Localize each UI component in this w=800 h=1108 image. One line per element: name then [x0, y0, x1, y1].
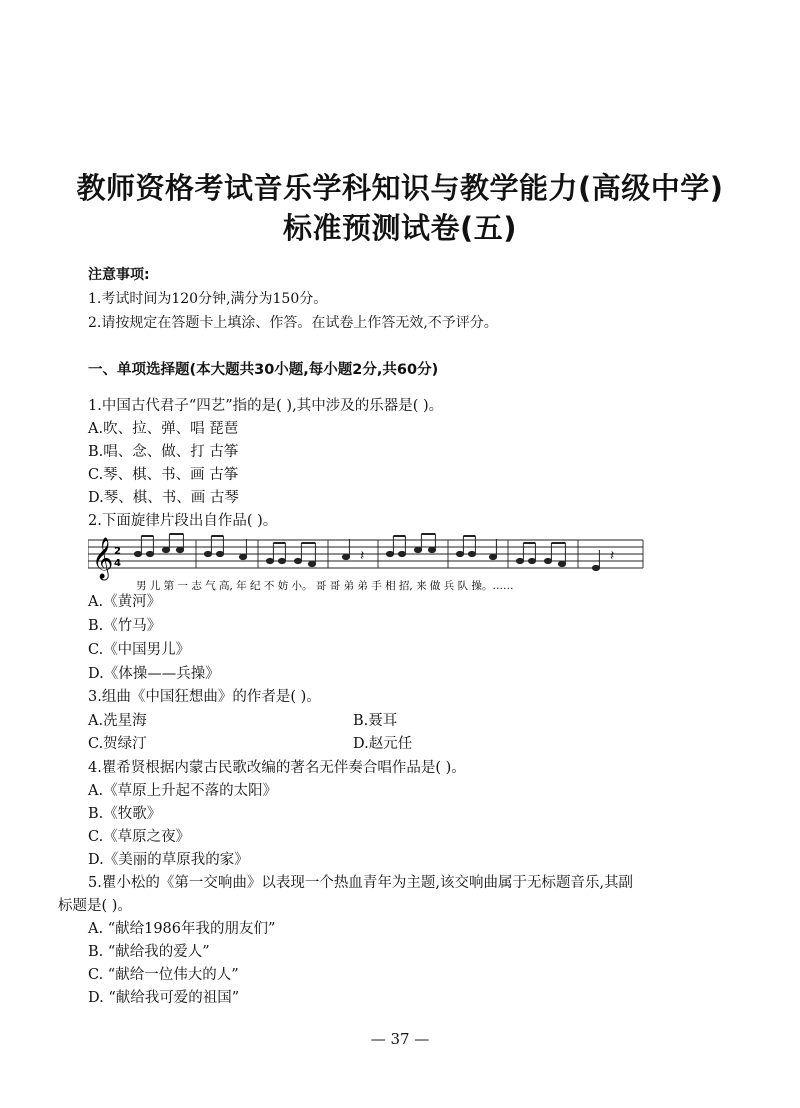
option: B.聂耳 — [353, 713, 398, 729]
svg-text:2: 2 — [114, 546, 121, 557]
question-stem: 3.组曲《中国狂想曲》的作者是( )。 — [88, 689, 321, 705]
staff-lyrics: 男 儿 第 一 志 气 高, 年 纪 不 妨 小。 哥 哥 弟 弟 手 相 招, 来 做 兵 队 操。…… — [136, 580, 514, 592]
option: B.《牧歌》 — [88, 806, 162, 822]
notice-heading: 注意事项: — [88, 267, 150, 283]
page-title: 教师资格考试音乐学科知识与教学能力(高级中学) — [76, 171, 724, 205]
notice-item: 1.考试时间为120分钟,满分为150分。 — [88, 291, 328, 307]
section-heading: 一、单项选择题(本大题共30小题,每小题2分,共60分) — [88, 362, 439, 378]
music-staff — [88, 530, 648, 600]
question-stem: 2.下面旋律片段出自作品( )。 — [88, 513, 278, 529]
option: A.《黄河》 — [88, 594, 162, 610]
option: D.琴、棋、书、画 古琴 — [88, 490, 239, 506]
svg-text:𝄽: 𝄽 — [610, 548, 615, 564]
question-stem: 4.瞿希贤根据内蒙古民歌改编的著名无伴奏合唱作品是( )。 — [88, 760, 466, 776]
option: C.《草原之夜》 — [88, 829, 191, 845]
option: B.唱、念、做、打 古筝 — [88, 444, 239, 460]
option: D. “献给我可爱的祖国” — [88, 990, 240, 1006]
option: C.《中国男儿》 — [88, 642, 191, 658]
option: A.冼星海 — [88, 713, 147, 729]
option: D.赵元任 — [353, 736, 413, 752]
option: A.《草原上升起不落的太阳》 — [88, 783, 278, 799]
option: C.贺绿汀 — [88, 736, 147, 752]
option: B. “献给我的爱人” — [88, 944, 210, 960]
question-stem: 5.瞿小松的《第一交响曲》以表现一个热血青年为主题,该交响曲属于无标题音乐,其副 — [88, 875, 634, 891]
question-stem-cont: 标题是( )。 — [58, 898, 132, 914]
page-number: — 37 — — [370, 1030, 430, 1048]
option: D.《体操——兵操》 — [88, 666, 220, 682]
option: B.《竹马》 — [88, 618, 162, 634]
option: D.《美丽的草原我的家》 — [88, 852, 249, 868]
option: A. “献给1986年我的朋友们” — [88, 921, 276, 937]
question-stem: 1.中国古代君子“四艺”指的是( ),其中涉及的乐器是( )。 — [88, 398, 444, 414]
svg-text:𝄽: 𝄽 — [360, 548, 365, 564]
page-subtitle: 标准预测试卷(五) — [282, 211, 517, 245]
notes — [134, 534, 614, 571]
option: C.琴、棋、书、画 古筝 — [88, 467, 239, 483]
treble-clef-icon: 𝄞 — [92, 538, 114, 579]
svg-text:4: 4 — [114, 558, 121, 569]
notice-item: 2.请按规定在答题卡上填涂、作答。在试卷上作答无效,不予评分。 — [88, 315, 498, 331]
option: A.吹、拉、弹、唱 琵琶 — [88, 421, 239, 437]
option: C. “献给一位伟大的人” — [88, 967, 239, 983]
